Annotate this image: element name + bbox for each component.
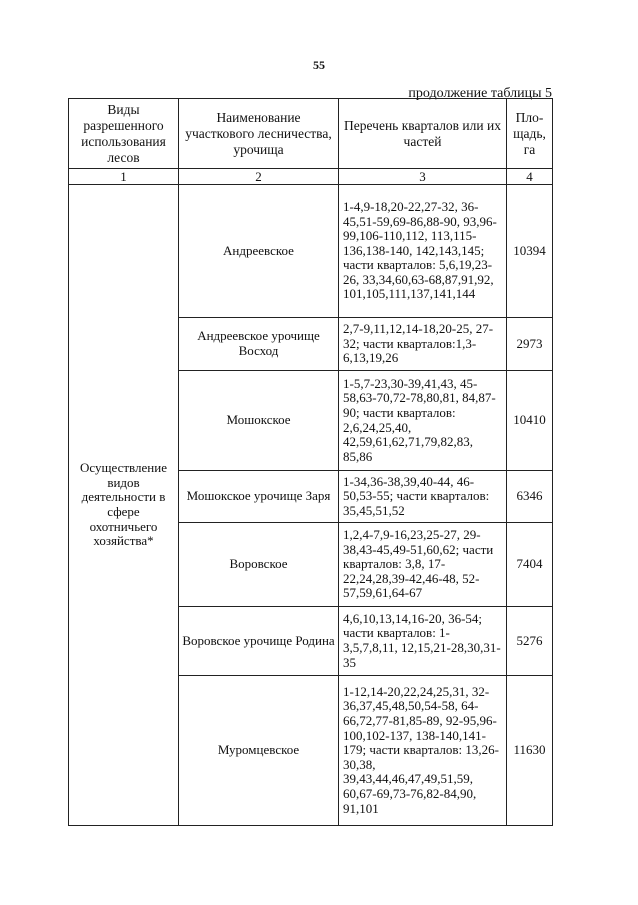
- area-value: 5276: [507, 607, 553, 676]
- area-value: 10394: [507, 185, 553, 318]
- header-area: Пло-щадь, га: [507, 99, 553, 169]
- quarters-list: 1-5,7-23,30-39,41,43, 45-58,63-70,72-78,80,81, 84,87-90; части кварталов: 2,6,24,25,40, 42,59,61,62,71,79,82,83, 85,86: [339, 371, 507, 471]
- quarters-list: 2,7-9,11,12,14-18,20-25, 27-32; части кварталов:1,3-6,13,19,26: [339, 318, 507, 371]
- quarters-list: 1,2,4-7,9-16,23,25-27, 29-38,43-45,49-51,60,62; части кварталов: 3,8, 17-22,24,28,39-42,46-48, 52-57,59,61,64-67: [339, 523, 507, 607]
- column-number: 3: [339, 169, 507, 185]
- column-number: 4: [507, 169, 553, 185]
- forestry-name: Андреевское: [179, 185, 339, 318]
- header-forestry-name: Наименование участкового лесничества, урочища: [179, 99, 339, 169]
- forestry-name: Мошокское: [179, 371, 339, 471]
- area-value: 7404: [507, 523, 553, 607]
- header-quarters: Перечень кварталов или их частей: [339, 99, 507, 169]
- forestry-name: Мошокское урочище Заря: [179, 471, 339, 523]
- table-continuation-label: продолжение таблицы 5: [408, 86, 552, 101]
- quarters-list: 1-34,36-38,39,40-44, 46-50,53-55; части кварталов: 35,45,51,52: [339, 471, 507, 523]
- quarters-list: 4,6,10,13,14,16-20, 36-54; части кварталов: 1-3,5,7,8,11, 12,15,21-28,30,31-35: [339, 607, 507, 676]
- usage-type-cell: Осуществление видов деятельности в сфере охотничьего хозяйства*: [69, 185, 179, 826]
- forest-use-table: [68, 98, 553, 826]
- forestry-name: Муромцевское: [179, 676, 339, 826]
- area-value: 6346: [507, 471, 553, 523]
- area-value: 11630: [507, 676, 553, 826]
- quarters-list: 1-12,14-20,22,24,25,31, 32-36,37,45,48,50,54-58, 64-66,72,77-81,85-89, 92-95,96-100,102-137, 138-140,141-179; части кварталов: 13,26-30,38, 39,43,44,46,47,49,51,59, 60,67-69,73-76,82-84,90, 91,101: [339, 676, 507, 826]
- forestry-name: Андреевское урочище Восход: [179, 318, 339, 371]
- header-usage-type: Виды разрешенного использования лесов: [69, 99, 179, 169]
- quarters-list: 1-4,9-18,20-22,27-32, 36-45,51-59,69-86,88-90, 93,96-99,106-110,112, 113,115-136,138-140, 142,143,145; части кварталов: 5,6,19,23-26, 33,34,60,63-68,87,91,92, 101,105,111,137,141,144: [339, 185, 507, 318]
- page-number: 55: [313, 58, 325, 72]
- area-value: 10410: [507, 371, 553, 471]
- forestry-name: Воровское: [179, 523, 339, 607]
- column-number: 1: [69, 169, 179, 185]
- column-number: 2: [179, 169, 339, 185]
- area-value: 2973: [507, 318, 553, 371]
- forestry-name: Воровское урочище Родина: [179, 607, 339, 676]
